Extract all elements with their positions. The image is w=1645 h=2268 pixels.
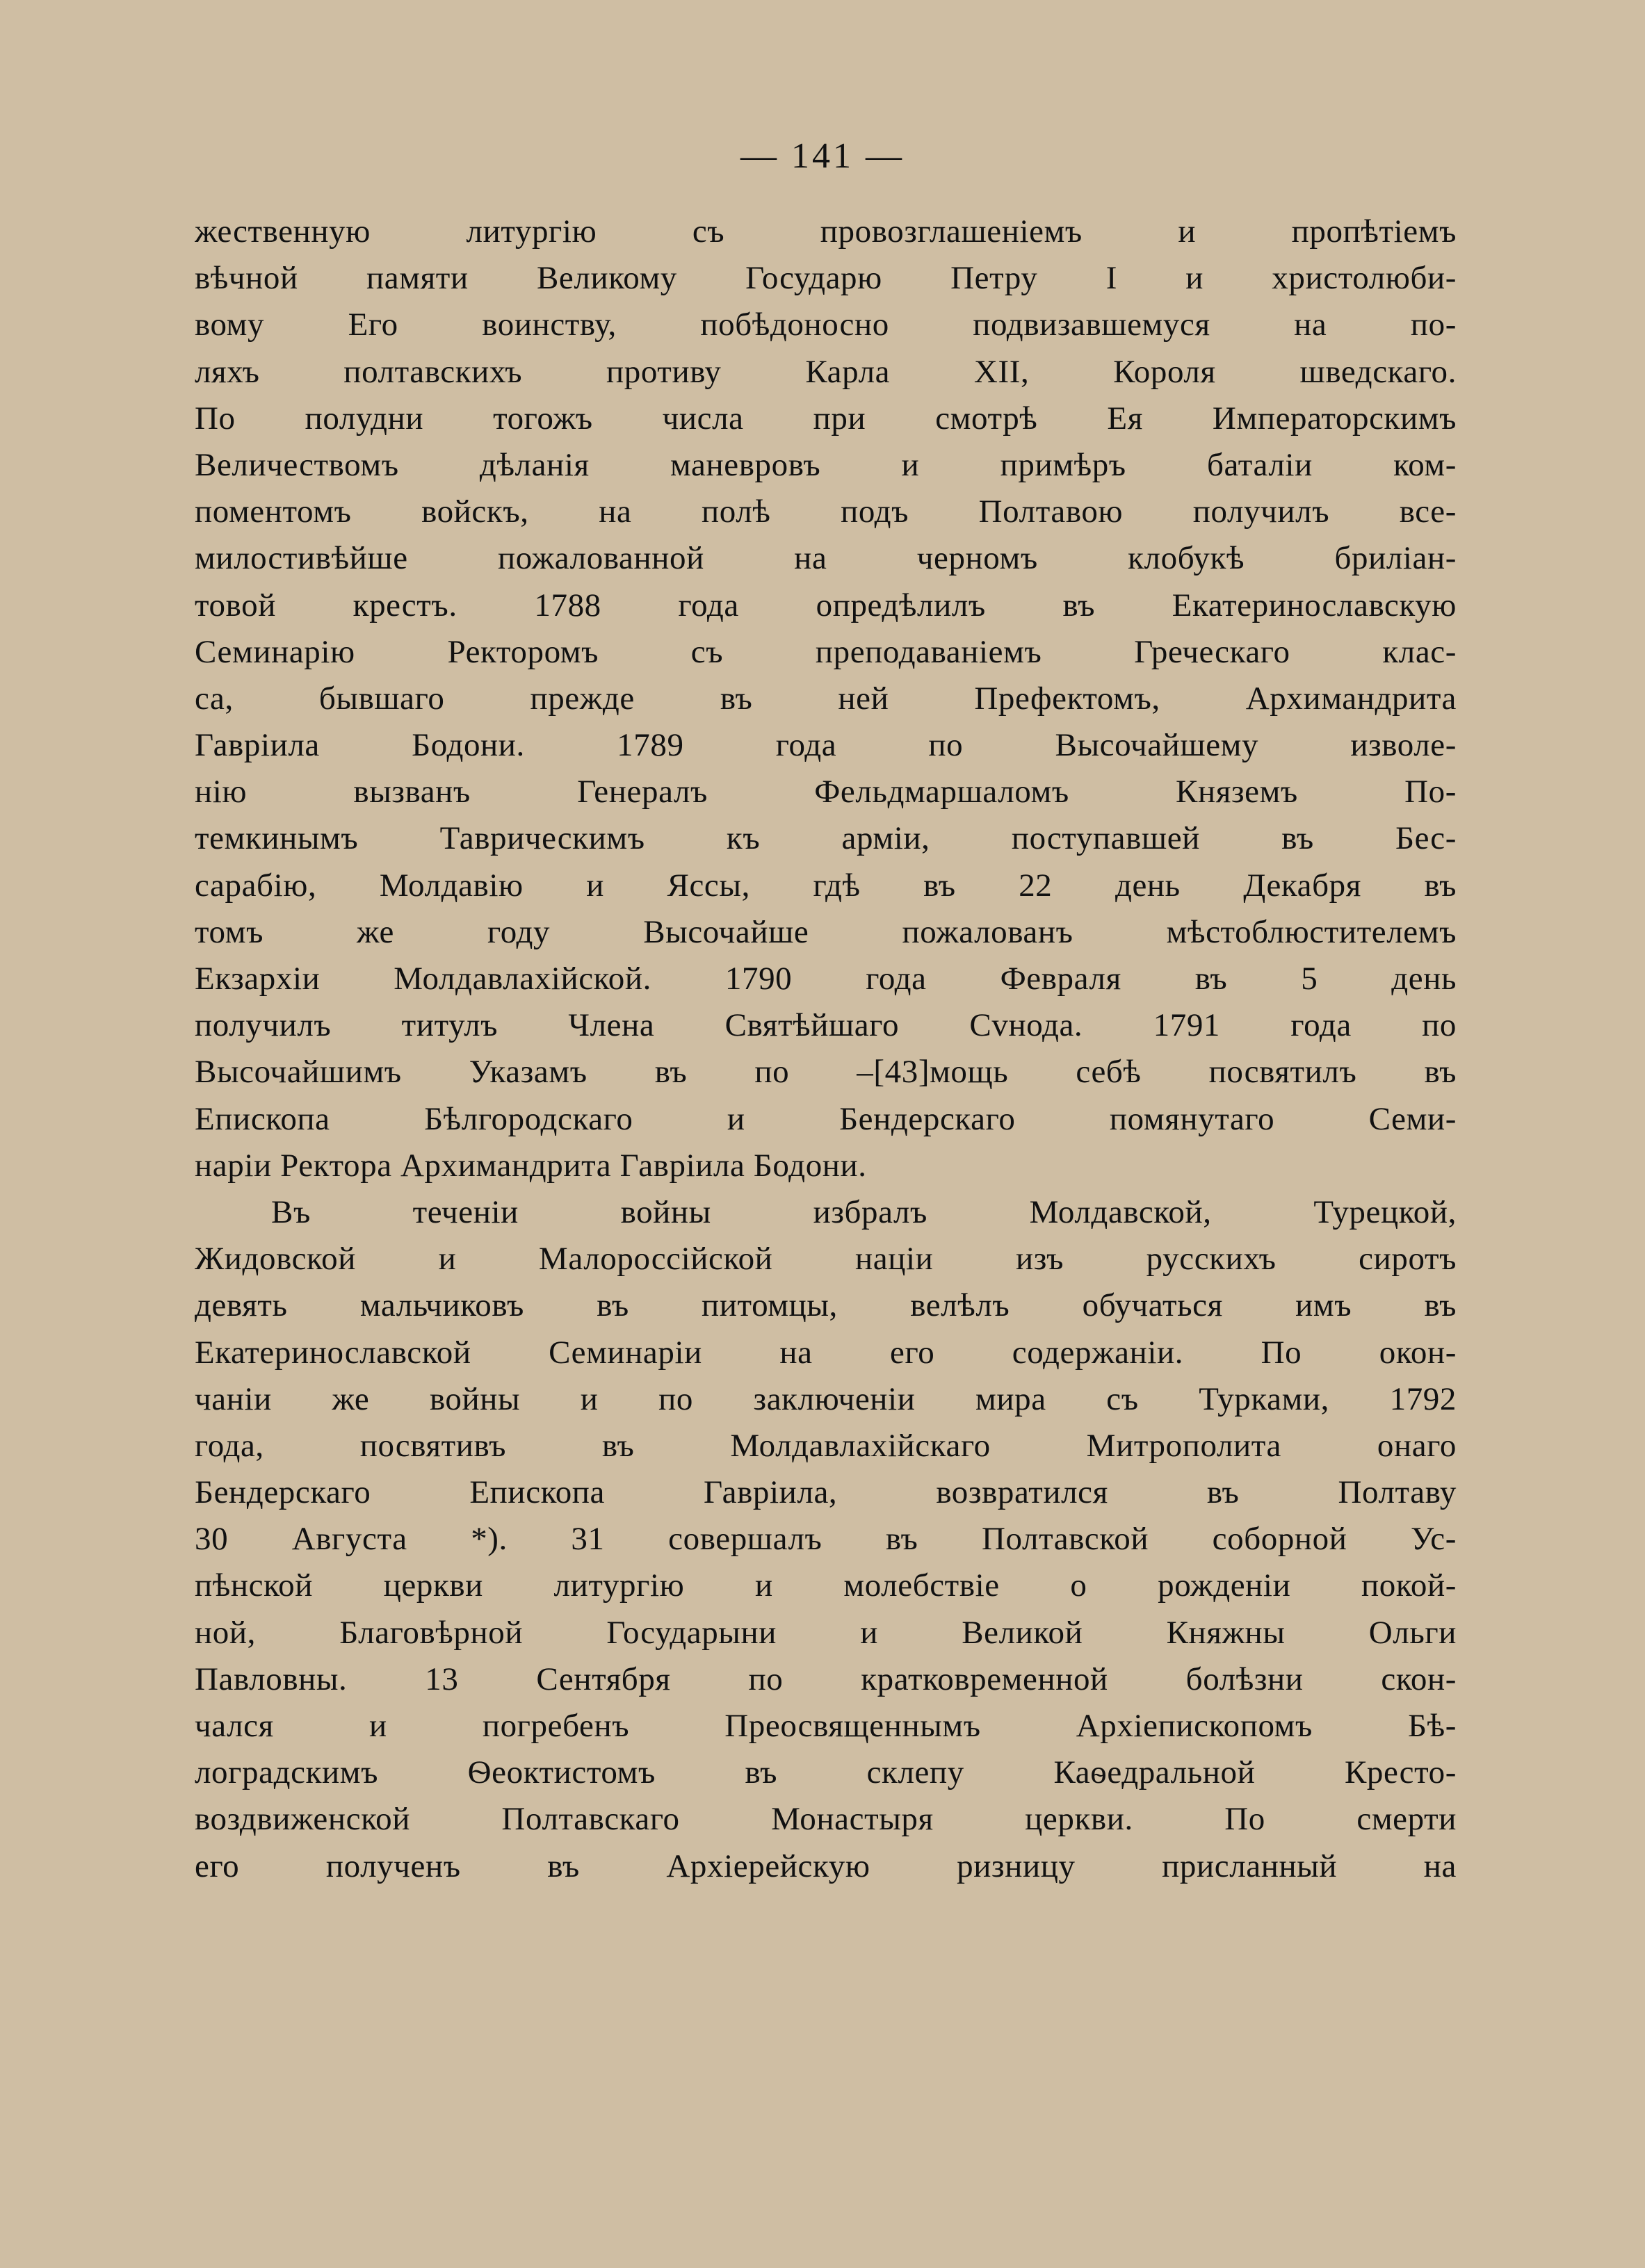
text-line: товой крестъ. 1788 года опредѣлилъ въ Екатеринославскую [195,587,1457,623]
text-line: лоградскимъ Ѳеоктистомъ въ склепу Каѳедральной Кресто- [195,1754,1457,1791]
text-line: получилъ титулъ Члена Святѣйшаго Сvнода. 1791 года по [195,1007,1457,1044]
text-line: По полудни тогожъ числа при смотрѣ Ея Императорскимъ [195,400,1457,437]
text-line: девять мальчиковъ въ питомцы, велѣлъ обучаться имъ въ [195,1287,1457,1324]
text-line: его полученъ въ Архіерейскую ризницу присланный на [195,1847,1457,1884]
text-line: Семинарію Ректоромъ съ преподаваніемъ Греческаго клас- [195,633,1457,670]
text-line: томъ же году Высочайше пожалованъ мѣстоблюстителемъ [195,913,1457,950]
text-line: чаніи же войны и по заключеніи мира съ Турками, 1792 [195,1380,1457,1417]
text-line: воздвиженской Полтавскаго Монастыря церкви. По смерти [195,1801,1457,1838]
text-line: Екзархіи Молдавлахійской. 1790 года Февраля въ 5 день [195,961,1457,997]
text-line: са, бывшаго прежде въ ней Префектомъ, Архимандрита [195,680,1457,717]
text-line: 30 Августа *). 31 совершалъ въ Полтавской соборной Ус- [195,1521,1457,1558]
text-line: Жидовской и Малороссійской націи изъ русскихъ сиротъ [195,1241,1457,1278]
text-line: года, посвятивъ въ Молдавлахійскаго Митрополита онаго [195,1427,1457,1464]
body-text [195,209,1457,1890]
text-line: сарабію, Молдавію и Яссы, гдѣ въ 22 день Декабря въ [195,867,1457,904]
text-line: ляхъ полтавскихъ противу Карла XII, Короля шведскаго. [195,353,1457,390]
text-line: Павловны. 13 Сентября по кратковременной болѣзни скон- [195,1661,1457,1697]
text-line: темкинымъ Таврическимъ къ арміи, поступавшей въ Бес- [195,820,1457,857]
text-line: Въ теченіи войны избралъ Молдавской, Турецкой, [271,1193,1457,1230]
text-line: пѣнской церкви литургію и молебствіе о рожденіи покой- [195,1567,1457,1604]
text-line: Высочайшимъ Указамъ въ по –[43]мощь себѣ посвятилъ въ [195,1054,1457,1091]
text-line: Епископа Бѣлгородскаго и Бендерскаго помянутаго Семи- [195,1100,1457,1137]
text-line: жественную литургію съ провозглашеніемъ и пропѣтіемъ [195,213,1457,250]
text-line: чался и погребенъ Преосвященнымъ Архіепископомъ Бѣ- [195,1708,1457,1744]
text-line: Бендерскаго Епископа Гавріила, возвратился въ Полтаву [195,1474,1457,1511]
text-line: вѣчной памяти Великому Государю Петру I и христолюби- [195,260,1457,297]
text-line: вому Его воинству, побѣдоносно подвизавшемуся на по- [195,307,1457,343]
page-number: — 141 — [740,136,905,176]
text-line: Величествомъ дѣланія маневровъ и примѣръ баталіи ком- [195,446,1457,483]
text-line: нію вызванъ Генералъ Фельдмаршаломъ Княземъ По- [195,774,1457,810]
text-line: Екатеринославской Семинаріи на его содержаніи. По окон- [195,1334,1457,1371]
text-line: поментомъ войскъ, на полѣ подъ Полтавою получилъ все- [195,493,1457,530]
text-line: милостивѣйше пожалованной на черномъ клобукѣ бриліан- [195,540,1457,577]
text-line: ной, Благовѣрной Государыни и Великой Княжны Ольги [195,1614,1457,1651]
text-line: наріи Ректора Архимандрита Гавріила Бодони. [195,1147,867,1184]
text-line: Гавріила Бодони. 1789 года по Высочайшему изволе- [195,727,1457,764]
